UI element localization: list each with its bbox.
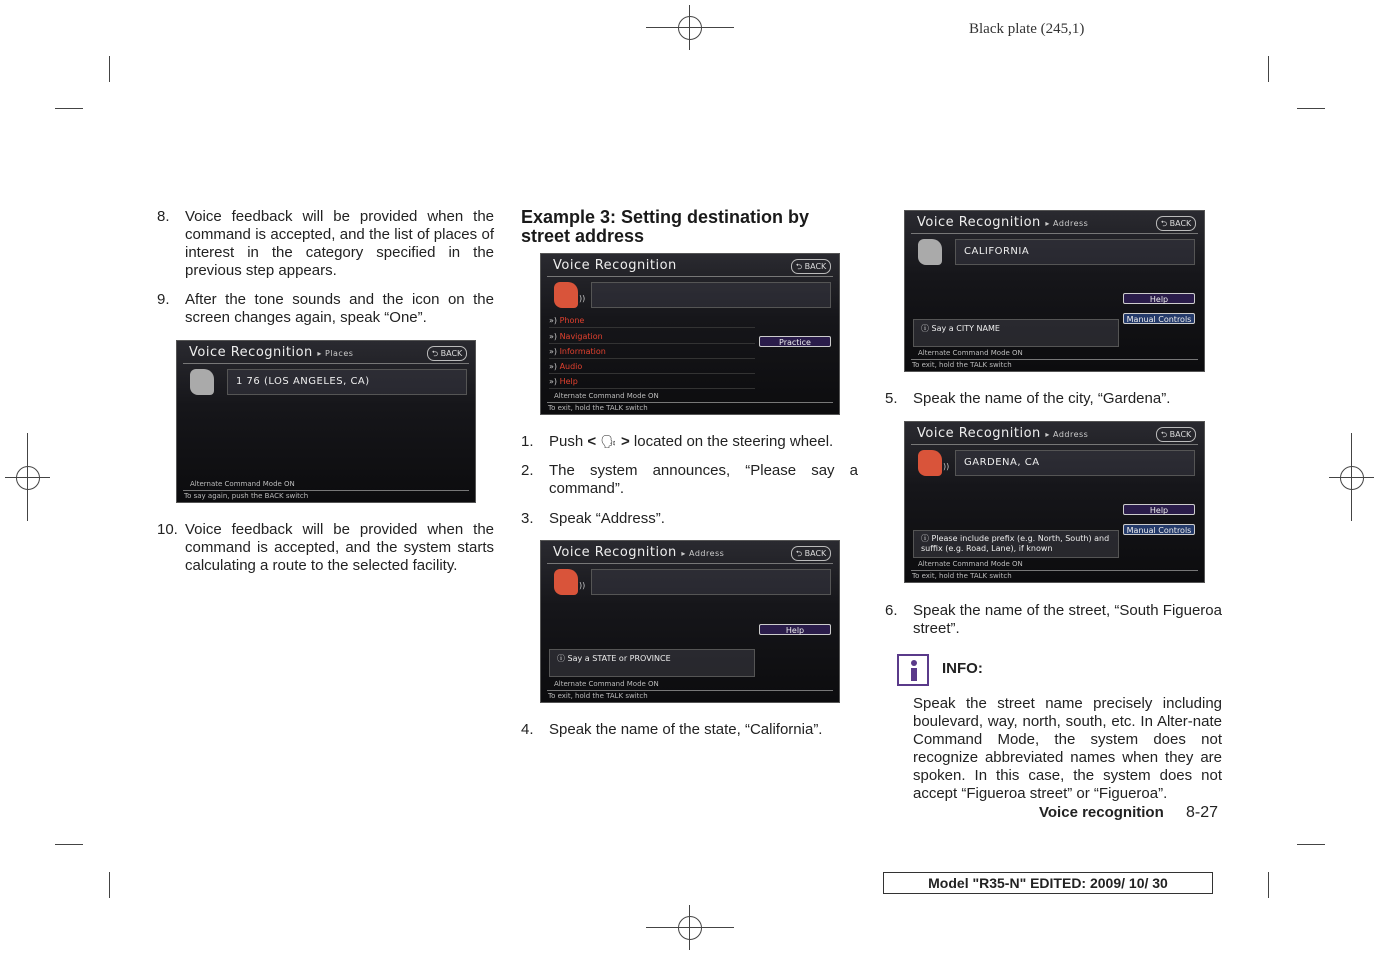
step-text: Speak the name of the city, “Gardena”. <box>913 390 1171 407</box>
talk-switch-icon: 🗣 <box>600 434 617 449</box>
recognized-field: CALIFORNIA <box>955 239 1195 265</box>
prompt-message: ⓘ Say a CITY NAME <box>913 319 1119 347</box>
manual-controls-button[interactable]: Manual Controls <box>1123 524 1195 535</box>
menu-item-information[interactable]: ») Information <box>549 345 755 359</box>
back-button[interactable]: ⮌ BACK <box>791 259 831 274</box>
info-title: INFO: <box>942 660 983 677</box>
screen-title: Voice Recognition ▸ Address <box>553 545 725 560</box>
help-button[interactable]: Help <box>1123 504 1195 515</box>
back-button[interactable]: ⮌ BACK <box>427 346 467 361</box>
sound-wave-icon: )) <box>579 581 586 590</box>
step-number: 8. <box>157 208 170 225</box>
section-heading: Example 3: Setting destination by street address <box>521 207 810 246</box>
status-line: Alternate Command Mode ON <box>190 480 295 488</box>
page-number: 8-27 <box>1186 804 1219 821</box>
menu-item-phone[interactable]: ») Phone <box>549 314 755 328</box>
menu-item-help[interactable]: ») Help <box>549 375 755 389</box>
screen-street <box>904 421 1205 583</box>
status-line: Alternate Command Mode ON <box>554 680 659 688</box>
step-number: 9. <box>157 291 170 308</box>
crop-mark <box>109 872 110 898</box>
practice-button[interactable]: Practice <box>759 336 831 347</box>
crop-mark <box>55 108 83 109</box>
plate-label: Black plate (245,1) <box>969 21 1085 37</box>
step-number: 3. <box>521 510 534 527</box>
screen-state <box>540 540 840 703</box>
step-number: 4. <box>521 721 534 738</box>
status-line: To exit, hold the TALK switch <box>912 361 1012 369</box>
crop-mark <box>109 56 110 82</box>
screen-title: Voice Recognition ▸ Places <box>189 345 354 360</box>
step-number: 5. <box>885 390 898 407</box>
screen-title: Voice Recognition ▸ Address <box>917 215 1089 230</box>
status-line: To say again, push the BACK switch <box>184 492 309 500</box>
status-line: To exit, hold the TALK switch <box>548 692 648 700</box>
status-line: Alternate Command Mode ON <box>554 392 659 400</box>
manual-controls-button[interactable]: Manual Controls <box>1123 313 1195 324</box>
step-number: 2. <box>521 462 534 479</box>
info-icon: ⓘ <box>557 654 565 663</box>
menu-item-audio[interactable]: ») Audio <box>549 360 755 374</box>
status-line: To exit, hold the TALK switch <box>912 572 1012 580</box>
recognized-field: 1 76 (LOS ANGELES, CA) <box>227 369 467 395</box>
crop-mark <box>1268 56 1269 82</box>
step-text: The system announces, “Please say a command”. <box>549 462 858 497</box>
help-button[interactable]: Help <box>1123 293 1195 304</box>
recognized-field <box>591 282 831 308</box>
step-text: Voice feedback will be provided when the command is accepted, and the list of places of interest in the category specified in the previous step appears. <box>185 208 494 279</box>
back-button[interactable]: ⮌ BACK <box>1156 216 1196 231</box>
voice-head-icon <box>554 282 578 308</box>
screen-places <box>176 340 476 503</box>
prompt-message: ⓘ Say a STATE or PROVINCE <box>549 649 755 677</box>
info-icon <box>897 654 929 686</box>
info-icon: ⓘ <box>921 324 929 333</box>
step-text: Speak “Address”. <box>549 510 665 527</box>
step-number: 10. <box>157 521 178 538</box>
crop-mark <box>55 844 83 845</box>
status-line: To exit, hold the TALK switch <box>548 404 648 412</box>
sound-wave-icon: )) <box>579 294 586 303</box>
crop-mark <box>1268 872 1269 898</box>
step-text: Push < 🗣 > located on the steering wheel. <box>549 433 834 450</box>
step-text: Voice feedback will be provided when the command is accepted, and the system starts calculating a route to the selected facility. <box>185 521 494 574</box>
registration-line <box>689 5 690 50</box>
step-number: 1. <box>521 433 534 450</box>
recognized-field <box>591 569 831 595</box>
step-number: 6. <box>885 602 898 619</box>
registration-mark <box>670 8 710 48</box>
step-text: Speak the name of the street, “South Figueroa street”. <box>913 602 1222 637</box>
registration-line <box>1351 433 1352 521</box>
registration-mark <box>670 908 710 948</box>
voice-head-icon <box>554 569 578 595</box>
status-line: Alternate Command Mode ON <box>918 560 1023 568</box>
registration-line <box>27 433 28 521</box>
info-icon: ⓘ <box>921 534 929 543</box>
registration-mark <box>8 458 48 498</box>
registration-line <box>689 905 690 950</box>
voice-head-icon <box>918 450 942 476</box>
screen-main-menu <box>540 253 840 415</box>
registration-line <box>646 927 734 928</box>
step-text: Speak the name of the state, “California”. <box>549 721 823 738</box>
voice-head-icon <box>190 369 214 395</box>
back-button[interactable]: ⮌ BACK <box>1156 427 1196 442</box>
info-text: Speak the street name precisely including boulevard, way, north, south, etc. In Alter-nate Command Mode, the system does not recognize abbreviated names when they are spoken. In this case, the system does not accept “Figueroa street” or “Figueroa”. <box>913 695 1222 802</box>
menu-item-navigation[interactable]: ») Navigation <box>549 330 755 344</box>
status-line: Alternate Command Mode ON <box>918 349 1023 357</box>
crop-mark <box>1297 108 1325 109</box>
registration-mark <box>1332 458 1372 498</box>
help-button[interactable]: Help <box>759 624 831 635</box>
screen-title: Voice Recognition <box>553 258 677 273</box>
screen-title: Voice Recognition ▸ Address <box>917 426 1089 441</box>
section-name: Voice recognition <box>1039 804 1164 821</box>
voice-head-icon <box>918 239 942 265</box>
back-button[interactable]: ⮌ BACK <box>791 546 831 561</box>
screen-city <box>904 210 1205 372</box>
registration-line <box>646 27 734 28</box>
recognized-field: GARDENA, CA <box>955 450 1195 476</box>
crop-mark <box>1297 844 1325 845</box>
model-info-box: Model "R35-N" EDITED: 2009/ 10/ 30 <box>883 872 1213 894</box>
sound-wave-icon: )) <box>943 462 950 471</box>
step-text: After the tone sounds and the icon on the screen changes again, speak “One”. <box>185 291 494 326</box>
prompt-message: ⓘ Please include prefix (e.g. North, South) and suffix (e.g. Road, Lane), if known <box>913 530 1119 558</box>
